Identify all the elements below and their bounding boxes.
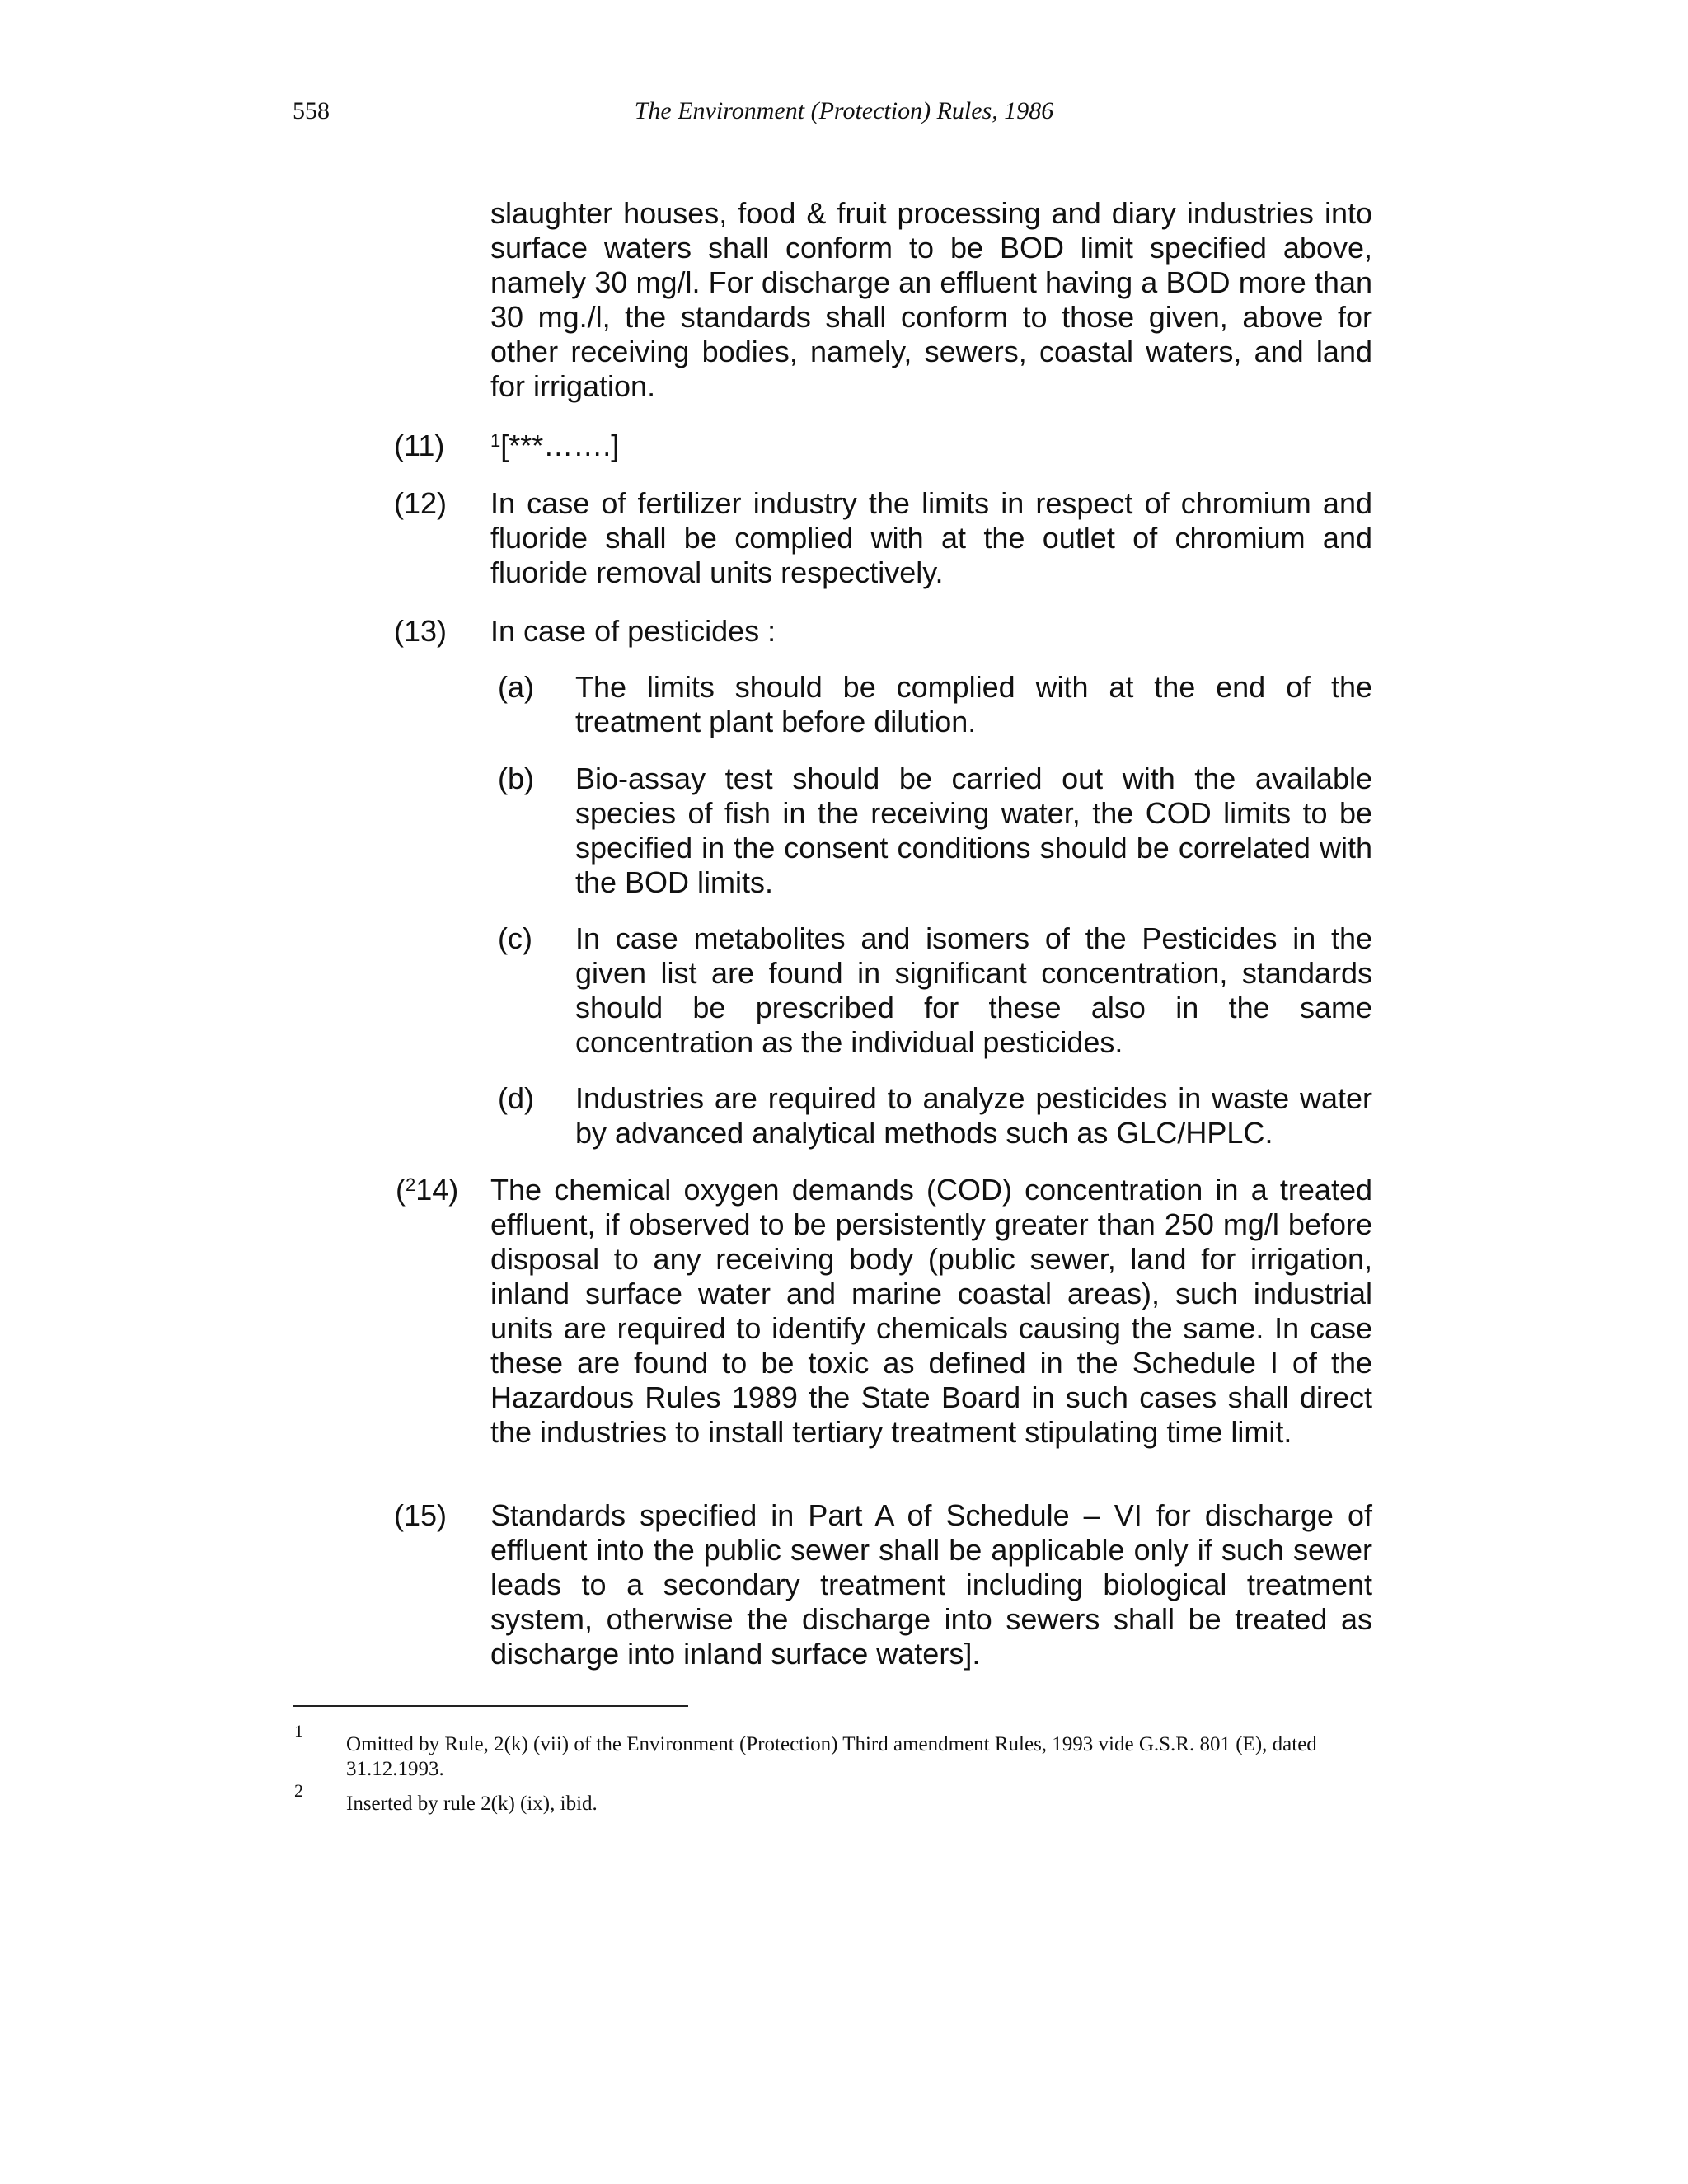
item-14-label-number: 14)	[415, 1173, 459, 1207]
footnote-ref-1: 1	[490, 430, 501, 451]
footnote-2-number: 2	[294, 1780, 303, 1801]
item-11-text	[490, 429, 1372, 463]
page-header	[0, 97, 1688, 134]
item-13-c-text: In case metabolites and isomers of the Pesticides in the given list are found in significant concentration, standards should be prescribed for these also in the same concentration as the individual pesticides.	[575, 921, 1372, 1059]
footnote-ref-2: 2	[406, 1174, 416, 1195]
page-number: 558	[293, 97, 330, 124]
footnote-2-text: Inserted by rule 2(k) (ix), ibid.	[346, 1793, 598, 1815]
item-13-a-label: (a)	[498, 670, 534, 704]
item-12-label: (12)	[394, 486, 448, 520]
running-title: The Environment (Protection) Rules, 1986	[634, 97, 1054, 124]
footnote-1-number: 1	[294, 1721, 303, 1741]
footnote-1-text: Omitted by Rule, 2(k) (vii) of the Environment (Protection) Third amendment Rules, 1993 vide G.S.R. 801 (E), dated 31.12.1993.	[346, 1733, 1317, 1780]
item-13-label: (13)	[394, 614, 448, 648]
item-13-d-text: Industries are required to analyze pesticides in waste water by advanced analytical methods such as GLC/HPLC.	[575, 1081, 1372, 1150]
item-13-b-label: (b)	[498, 762, 534, 795]
item-13-a-text: The limits should be complied with at the end of the treatment plant before dilution.	[575, 670, 1372, 738]
item-13-b-text: Bio-assay test should be carried out with the available species of fish in the receiving water, the COD limits to be specified in the consent conditions should be correlated with the BOD limits.	[575, 762, 1372, 899]
item-13-text: In case of pesticides :	[490, 614, 776, 648]
footnote-separator	[293, 1705, 688, 1707]
item-12-text: In case of fertilizer industry the limits in respect of chromium and fluoride shall be complied with at the outlet of chromium and fluoride removal units respectively.	[490, 486, 1372, 589]
item-15-label: (15)	[394, 1498, 448, 1532]
item-11-omitted: [***…….]	[500, 429, 620, 462]
item-14-label-open: (	[396, 1173, 406, 1207]
item-13-c-label: (c)	[498, 921, 532, 955]
item-14-text: The chemical oxygen demands (COD) concentration in a treated effluent, if observed to be persistently greater than 250 mg/l before disposal to any receiving body (public sewer, land for irrigation, inland surface water and marine coastal areas), such industrial units are required to identify chemicals causing the same. In case these are found to be toxic as defined in the Schedule I of the Hazardous Rules 1989 the State Board in such cases shall direct the industries to install tertiary treatment stipulating time limit.	[490, 1173, 1372, 1449]
item-11-label: (11)	[394, 429, 445, 462]
item-15-text: Standards specified in Part A of Schedule – VI for discharge of effluent into the public sewer shall be applicable only if such sewer leads to a secondary treatment including biological treatment system, otherwise the discharge into sewers shall be treated as discharge into inland surface waters].	[490, 1498, 1372, 1671]
item-13-d-label: (d)	[498, 1081, 534, 1115]
item-14-label	[396, 1173, 458, 1207]
intro-paragraph: slaughter houses, food & fruit processing and diary industries into surface waters shall conform to be BOD limit specified above, namely 30 mg/l. For discharge an effluent having a BOD more than 30 mg./l, the standards shall conform to those given, above for other receiving bodies, namely, sewers, coastal waters, and land for irrigation.	[490, 196, 1372, 403]
